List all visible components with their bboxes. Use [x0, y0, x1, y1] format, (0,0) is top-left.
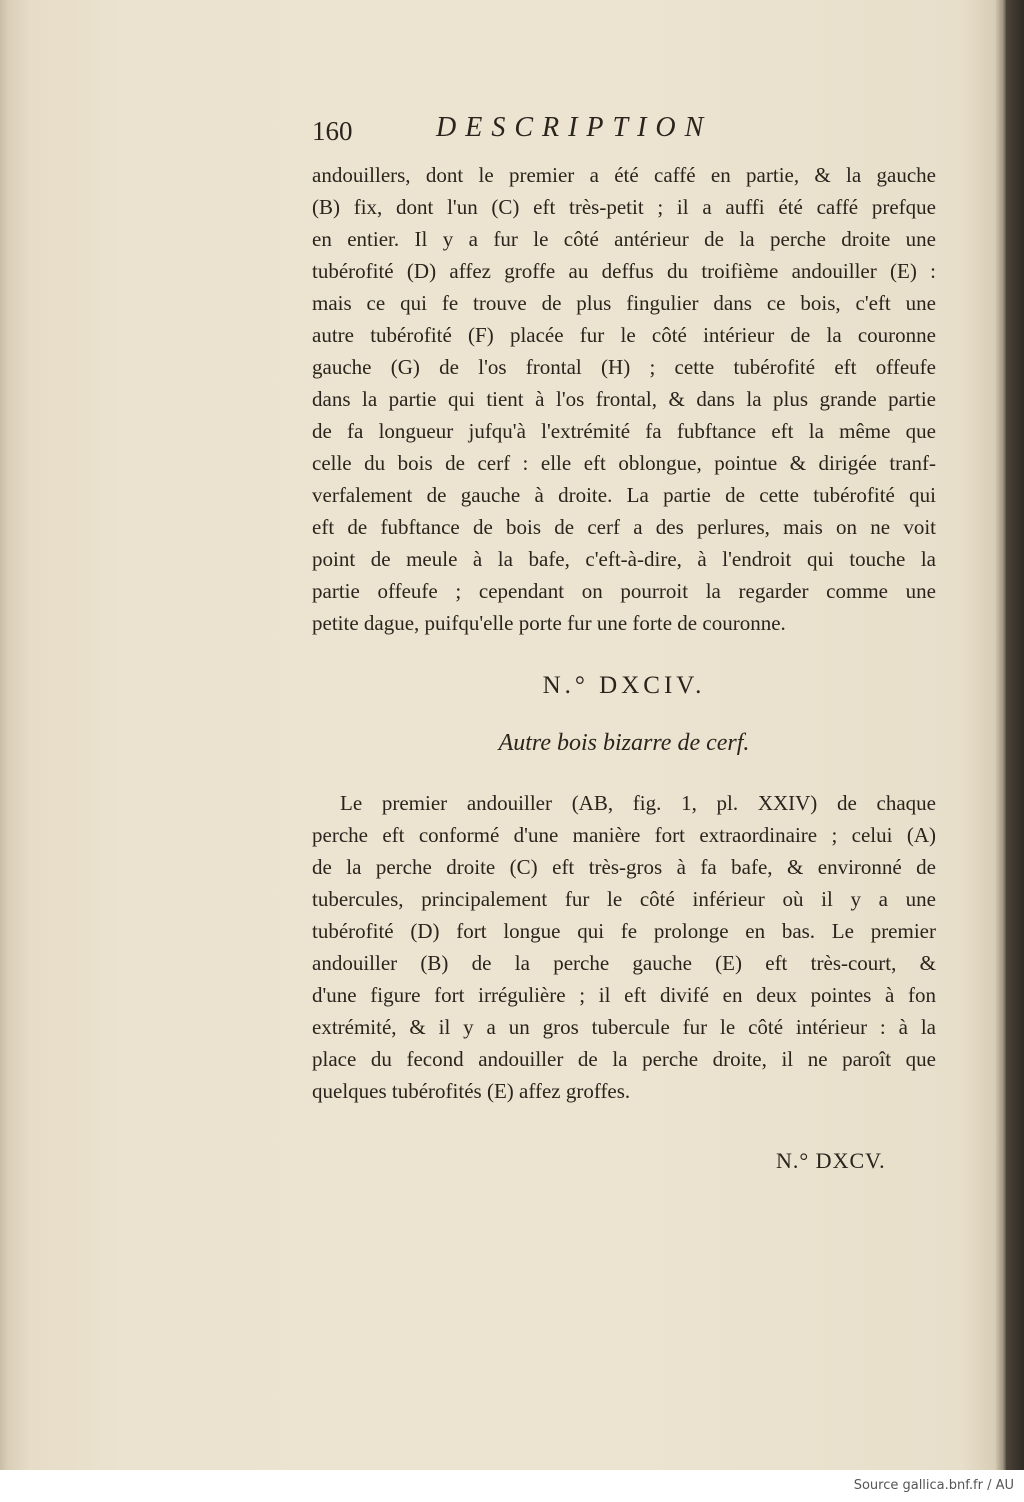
text-line: (B) fix, dont l'un (C) eft très-petit ; il a auffi été caffé prefque	[312, 195, 936, 219]
text-line: petite dague, puifqu'elle porte fur une forte de couronne.	[312, 611, 786, 635]
source-credit-link[interactable]: Source gallica.bnf.fr / AU	[853, 1478, 1014, 1493]
text-line: mais ce qui fe trouve de plus fingulier dans ce bois, c'eft une	[312, 291, 936, 315]
text-line: d'une figure fort irrégulière ; il eft divifé en deux pointes à fon	[312, 983, 936, 1007]
text-line: eft de fubftance de bois de cerf a des perlures, mais on ne voit	[312, 515, 936, 539]
text-line: place du fecond andouiller de la perche droite, il ne paroît que	[312, 1047, 936, 1071]
text-line: celle du bois de cerf : elle eft oblongue, pointue & dirigée tranf-	[312, 451, 936, 475]
catchword: N.° DXCV.	[776, 1148, 886, 1173]
text-line: tubérofité (D) affez groffe au deffus du troifième andouiller (E) :	[312, 259, 936, 283]
section-heading: N.° DXCIV.	[542, 672, 706, 699]
book-page-edge	[996, 0, 1006, 1470]
text-line: de fa longueur jufqu'à l'extrémité fa fubftance eft la même que	[312, 419, 936, 443]
text-line: andouiller (B) de la perche gauche (E) eft très-court, &	[312, 951, 936, 975]
text-line: gauche (G) de l'os frontal (H) ; cette tubérofité eft offeufe	[312, 355, 936, 379]
running-head-title: DESCRIPTION	[436, 112, 713, 143]
page-number: 160	[312, 116, 353, 146]
text-line: tubercules, principalement fur le côté inférieur où il y a une	[312, 887, 936, 911]
text-line: dans la partie qui tient à l'os frontal, & dans la plus grande partie	[312, 387, 936, 411]
text-line: en entier. Il y a fur le côté antérieur de la perche droite une	[312, 227, 936, 251]
text-line: perche eft conformé d'une manière fort extraordinaire ; celui (A)	[312, 823, 936, 847]
text-line: andouillers, dont le premier a été caffé en partie, & la gauche	[312, 163, 936, 187]
running-head	[312, 112, 952, 152]
text-line: de la perche droite (C) eft très-gros à fa bafe, & environné de	[312, 855, 936, 879]
text-line: extrémité, & il y a un gros tubercule fur le côté intérieur : à la	[312, 1015, 936, 1039]
section-subheading: Autre bois bizarre de cerf.	[498, 730, 750, 756]
text-line: point de meule à la bafe, c'eft-à-dire, à l'endroit qui touche la	[312, 547, 936, 571]
text-line: tubérofité (D) fort longue qui fe prolonge en bas. Le premier	[312, 919, 936, 943]
text-line: quelques tubérofités (E) affez groffes.	[312, 1079, 631, 1103]
text-line: Le premier andouiller (AB, fig. 1, pl. XXIV) de chaque	[340, 791, 936, 815]
text-line: partie offeufe ; cependant on pourroit la regarder comme une	[312, 579, 936, 603]
text-line: autre tubérofité (F) placée fur le côté intérieur de la couronne	[312, 323, 936, 347]
text-line: verfalement de gauche à droite. La partie de cette tubérofité qui	[312, 483, 936, 507]
